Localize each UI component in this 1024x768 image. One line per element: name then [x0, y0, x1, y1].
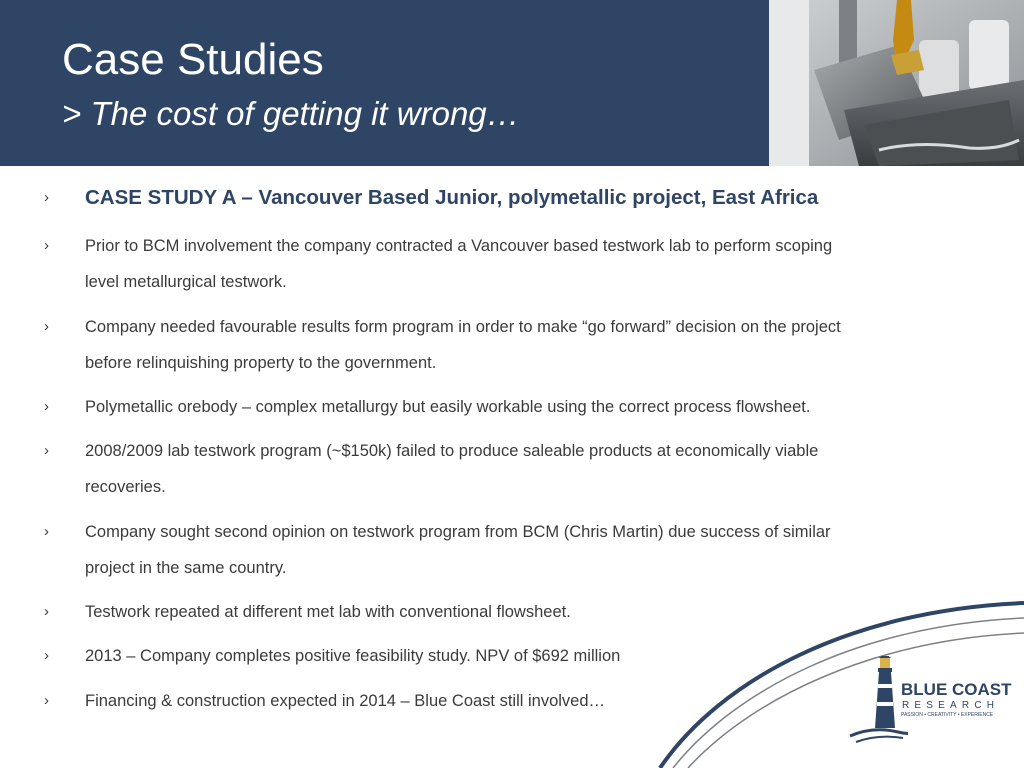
bullet-marker: ›	[44, 442, 49, 459]
case-heading-text: CASE STUDY A – Vancouver Based Junior, polymetallic project, East Africa	[85, 186, 819, 209]
bullet-marker: ›	[44, 603, 49, 620]
bullet-text: 2013 – Company completes positive feasibility study. NPV of $692 million	[85, 647, 621, 665]
bullet-item	[44, 683, 944, 719]
logo-subtitle: RESEARCH	[902, 700, 1000, 711]
slide-title: Case Studies	[62, 35, 324, 84]
bullet-item	[44, 514, 944, 586]
bullet-item	[44, 309, 944, 381]
bullet-case-heading	[44, 180, 944, 216]
bullet-marker: ›	[44, 189, 49, 206]
bullet-marker: ›	[44, 523, 49, 540]
bullet-text: Testwork repeated at different met lab with conventional flowsheet.	[85, 603, 571, 621]
slide-subtitle: > The cost of getting it wrong…	[62, 95, 520, 132]
logo-tagline: PASSION • CREATIVITY • EXPERIENCE	[901, 712, 994, 718]
bullet-text: Financing & construction expected in 2014 – Blue Coast still involved…	[85, 692, 606, 710]
bullet-item	[44, 228, 944, 300]
blue-coast-logo	[848, 656, 1012, 746]
bullet-marker: ›	[44, 318, 49, 335]
lighthouse-icon	[848, 656, 908, 746]
bullet-item	[44, 638, 944, 674]
bullet-marker: ›	[44, 692, 49, 709]
bullet-marker: ›	[44, 237, 49, 254]
bullet-text: Polymetallic orebody – complex metallurgy but easily workable using the correct process flowsheet.	[85, 398, 811, 416]
bullet-text: 2008/2009 lab testwork program (~$150k) failed to produce saleable products at economically viable recoveries.	[85, 442, 819, 496]
bullet-marker: ›	[44, 398, 49, 415]
bullet-text: Company needed favourable results form program in order to make “go forward” decision on the project before relinquishing property to the government.	[85, 318, 841, 372]
bullet-text: Company sought second opinion on testwork program from BCM (Chris Martin) due success of similar project in the same country.	[85, 523, 831, 577]
bullet-item	[44, 389, 944, 425]
logo-name: BLUE COAST	[901, 680, 1012, 699]
bullet-item	[44, 433, 944, 505]
bullet-marker: ›	[44, 647, 49, 664]
bullet-item	[44, 594, 944, 630]
bullet-text: Prior to BCM involvement the company contracted a Vancouver based testwork lab to perform scoping level metallurgical testwork.	[85, 237, 833, 291]
